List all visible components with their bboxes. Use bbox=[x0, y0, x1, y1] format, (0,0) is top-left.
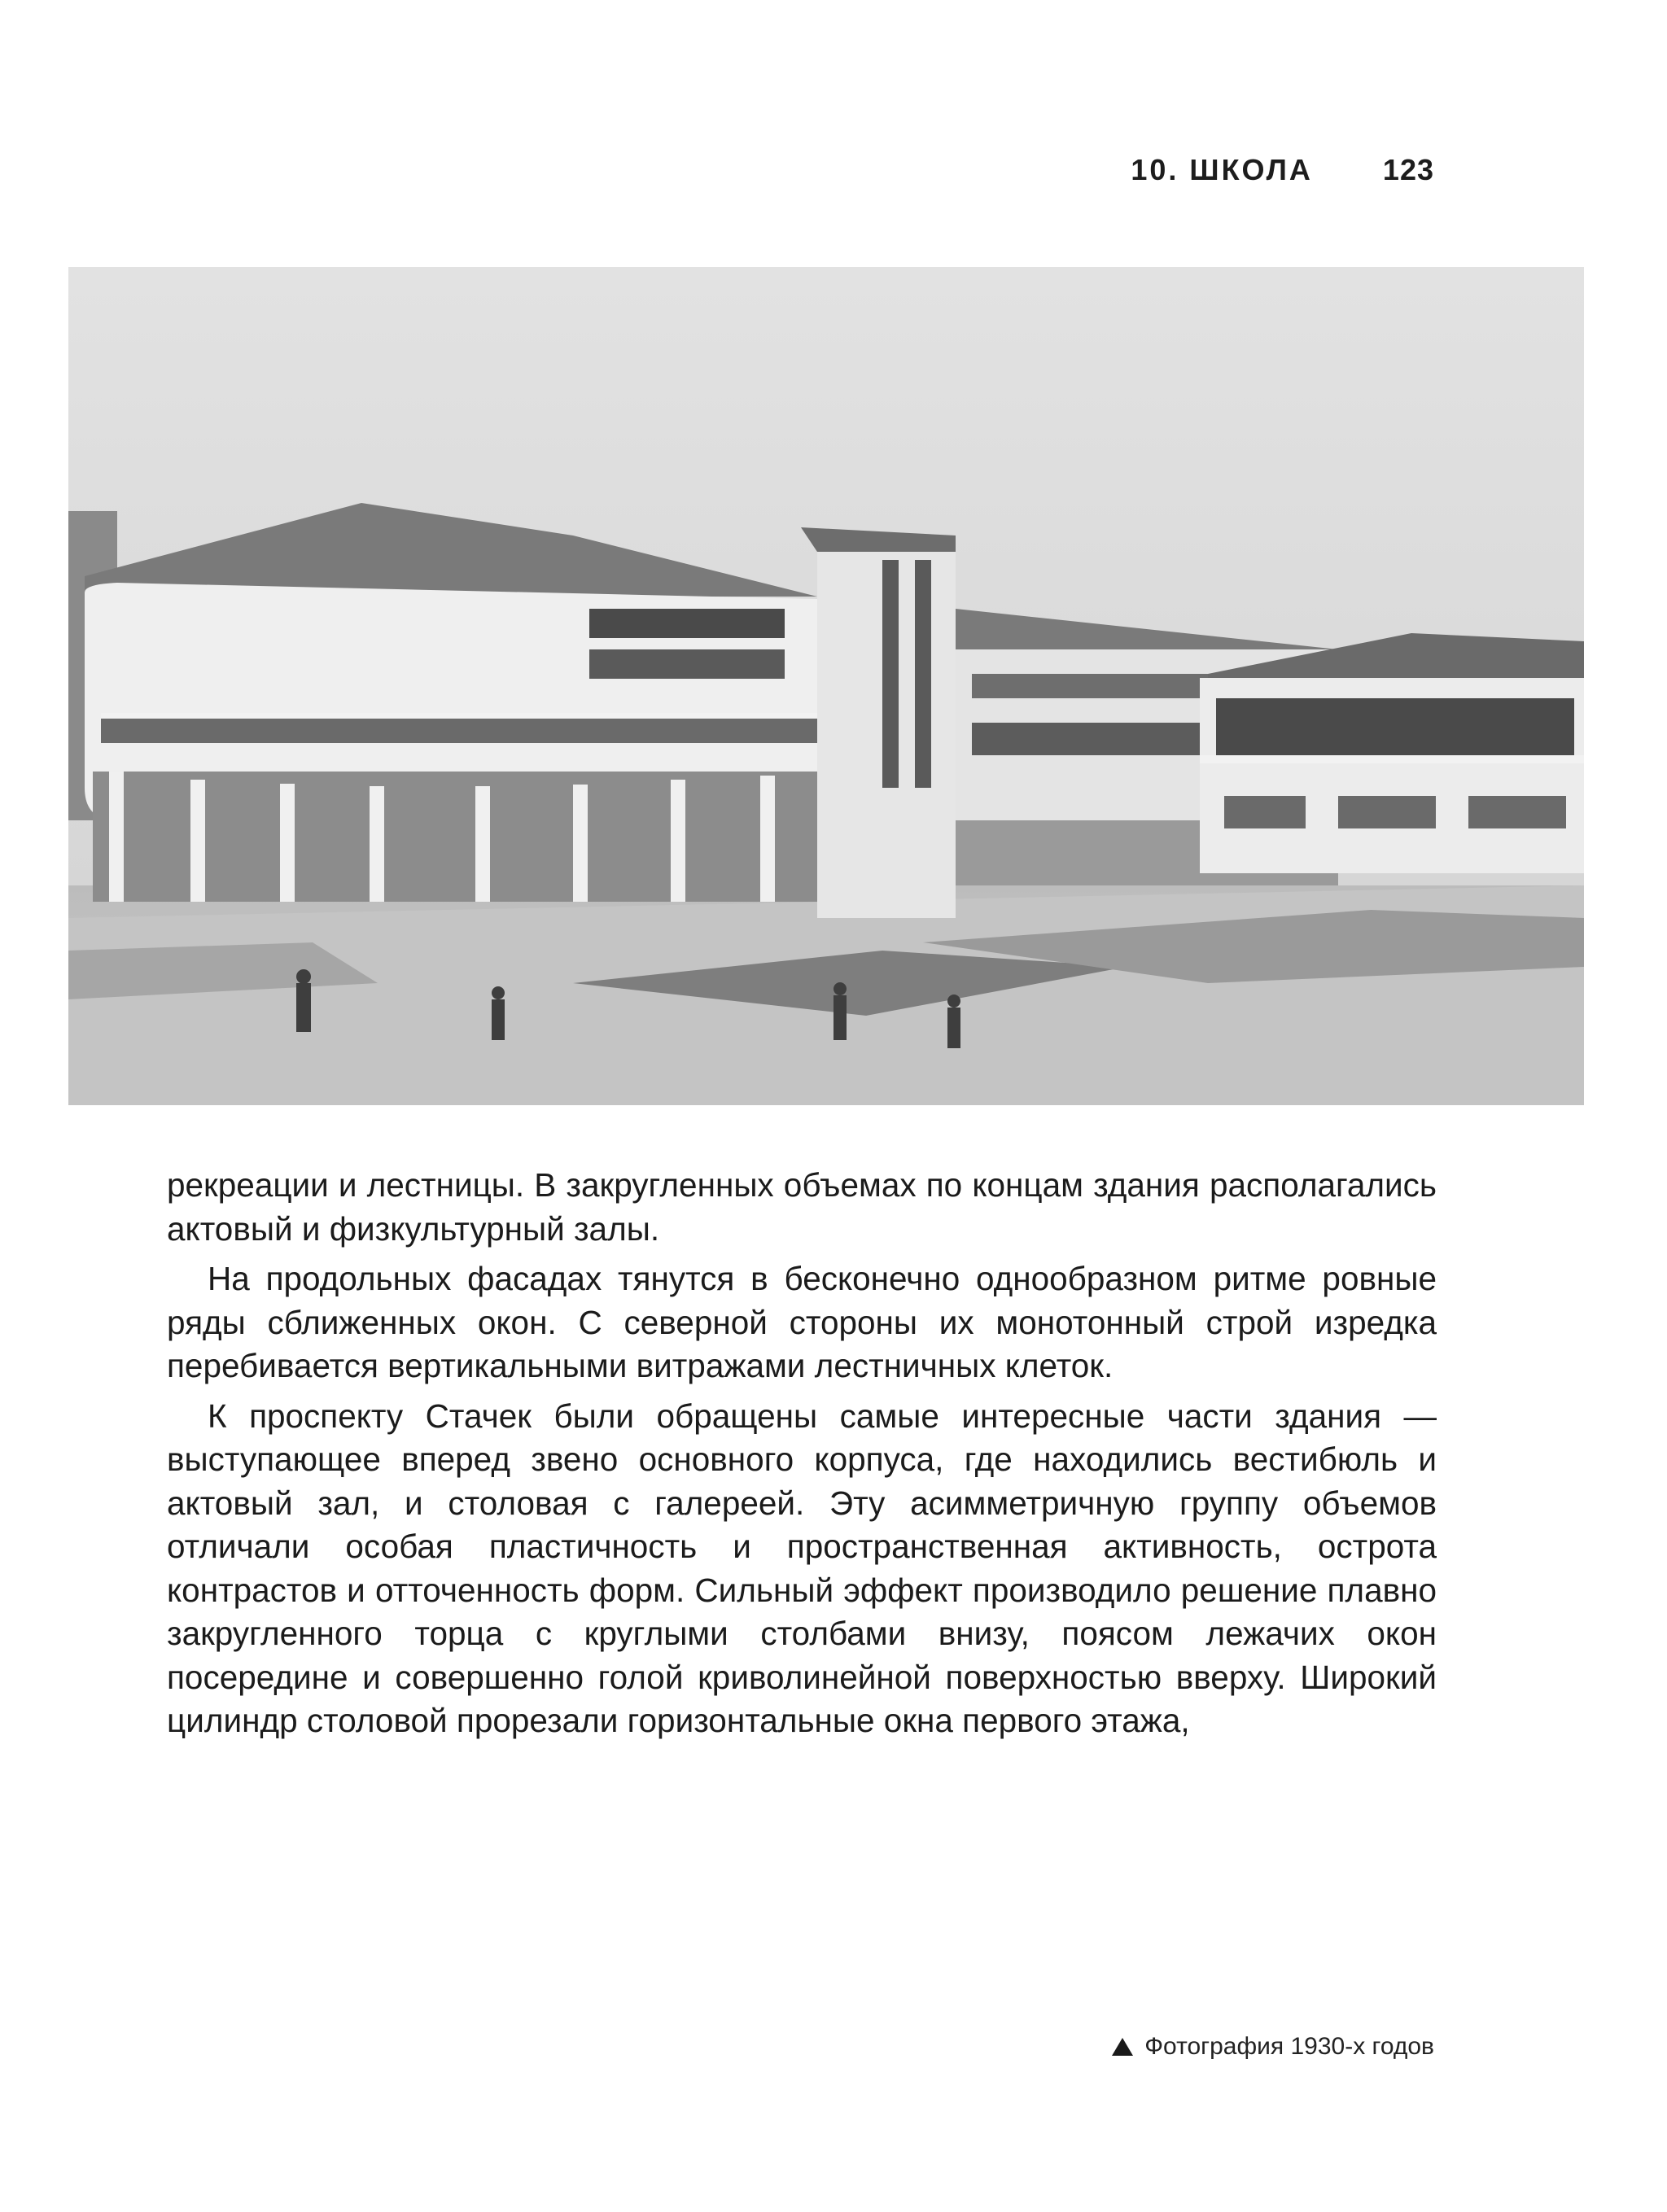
section-title: 10. ШКОЛА bbox=[1131, 153, 1313, 186]
caption-text: Фотография 1930-х годов bbox=[1144, 2033, 1434, 2060]
photo-caption bbox=[1112, 2033, 1434, 2061]
body-text bbox=[167, 1164, 1437, 1750]
running-header bbox=[1131, 153, 1434, 187]
school-building-photo bbox=[68, 267, 1584, 1105]
photo-illustration bbox=[68, 267, 1584, 1105]
paragraph-2: На продольных фасадах тянутся в бесконечно однообразном ритме ровные ряды сближенных окон. С северной стороны их монотонный строй изредка перебивается вертикальными витражами лестничных клеток. bbox=[167, 1260, 1437, 1384]
page-number: 123 bbox=[1382, 153, 1434, 186]
paragraph-3: К проспекту Стачек были обращены самые интересные части здания — выступающее вперед звено основного корпуса, где находились вестибюль и актовый зал, и столовая с галереей. Эту асимметричную группу объемов отличали особая пластичность и пространственная активность, острота контрастов и отточенность форм. Сильный эффект производило решение плавно закругленного торца с круглыми столбами внизу, поясом лежачих окон посередине и совершенно голой криволинейной поверхностью вверху. Широкий цилиндр столовой прорезали горизонтальные окна первого этажа, bbox=[167, 1397, 1437, 1739]
paragraph-1: рекреации и лестницы. В закругленных объемах по концам здания располагались актовый и физкультурный залы. bbox=[167, 1166, 1437, 1248]
triangle-up-icon bbox=[1112, 2038, 1133, 2056]
